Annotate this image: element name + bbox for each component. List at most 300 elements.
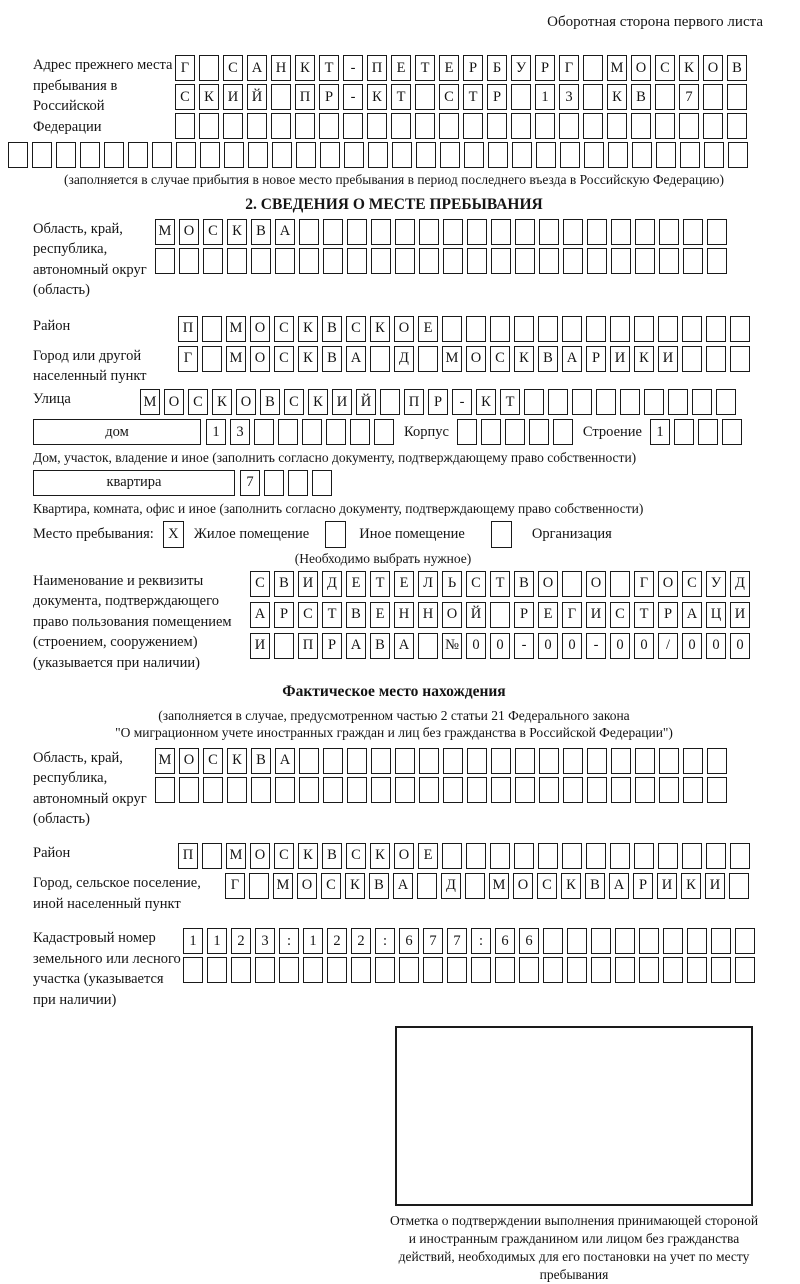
char-cell: Д (441, 873, 461, 899)
char-cell (323, 777, 343, 803)
char-cell (524, 389, 544, 415)
apartment-cells (240, 470, 332, 496)
char-cell (583, 84, 603, 110)
char-cell: К (295, 55, 315, 81)
char-cell: В (346, 602, 366, 628)
char-cell: И (298, 571, 318, 597)
char-cell (583, 113, 603, 139)
char-cell: А (275, 219, 295, 245)
char-cell (271, 84, 291, 110)
char-cell (155, 248, 175, 274)
char-cell (419, 748, 439, 774)
char-cell (511, 84, 531, 110)
char-cell: К (607, 84, 627, 110)
char-cell: Л (418, 571, 438, 597)
char-cell (495, 957, 515, 983)
char-cell (610, 843, 630, 869)
char-cell (682, 316, 702, 342)
char-cell (706, 346, 726, 372)
char-cell: Р (514, 602, 534, 628)
char-cell (439, 113, 459, 139)
char-cell (367, 113, 387, 139)
checkbox-residential-mark: X (168, 526, 179, 543)
char-cell: Й (247, 84, 267, 110)
char-cell (374, 419, 394, 445)
char-cell: Т (415, 55, 435, 81)
char-cell (706, 316, 726, 342)
char-cell: П (298, 633, 318, 659)
char-cell (371, 248, 391, 274)
char-cell: Р (633, 873, 653, 899)
char-cell (611, 248, 631, 274)
document-row-3 (250, 633, 750, 659)
char-cell (202, 843, 222, 869)
char-cell: Т (500, 389, 520, 415)
city-2-label: Город, сельское поселение, иной населенный пункт (33, 874, 201, 912)
char-cell: Р (463, 55, 483, 81)
char-cell (631, 113, 651, 139)
char-cell (296, 142, 316, 168)
char-cell (299, 248, 319, 274)
char-cell: О (658, 571, 678, 597)
char-cell: Е (418, 316, 438, 342)
char-cell (683, 219, 703, 245)
char-cell: О (179, 219, 199, 245)
prev-address-row-1 (175, 55, 747, 81)
char-cell: И (657, 873, 677, 899)
char-cell (323, 248, 343, 274)
char-cell (395, 777, 415, 803)
char-cell (303, 957, 323, 983)
char-cell: Г (175, 55, 195, 81)
char-cell (663, 957, 683, 983)
char-cell: 1 (183, 928, 203, 954)
char-cell (440, 142, 460, 168)
field-document (33, 571, 755, 674)
char-cell (707, 777, 727, 803)
char-cell (639, 957, 659, 983)
char-cell: К (308, 389, 328, 415)
street-row (140, 389, 736, 415)
char-cell: 0 (466, 633, 486, 659)
char-cell (223, 113, 243, 139)
checkbox-other-premises (325, 521, 346, 548)
prev-address-note: (заполняется в случае прибытия в новое место пребывания в период последнего въезда в Российскую Федерацию) (63, 172, 725, 187)
char-cell: 0 (562, 633, 582, 659)
char-cell: 2 (351, 928, 371, 954)
char-cell: Н (271, 55, 291, 81)
char-cell (419, 219, 439, 245)
house-row (33, 419, 755, 445)
char-cell (611, 777, 631, 803)
char-cell: О (236, 389, 256, 415)
char-cell: Н (394, 602, 414, 628)
char-cell (249, 873, 269, 899)
char-cell: О (466, 346, 486, 372)
char-cell: О (394, 843, 414, 869)
char-cell (274, 633, 294, 659)
char-cell: 1 (535, 84, 555, 110)
char-cell: А (609, 873, 629, 899)
char-cell: И (223, 84, 243, 110)
region-row-1 (155, 219, 727, 245)
char-cell: Е (418, 843, 438, 869)
char-cell (251, 777, 271, 803)
korpus-label: Корпус (404, 423, 449, 440)
char-cell: В (727, 55, 747, 81)
char-cell (465, 873, 485, 899)
char-cell (559, 113, 579, 139)
field-cadastre (33, 928, 755, 1010)
char-cell (611, 748, 631, 774)
char-cell (255, 957, 275, 983)
char-cell: М (226, 843, 246, 869)
char-cell: Б (487, 55, 507, 81)
char-cell (312, 470, 332, 496)
char-cell (347, 248, 367, 274)
char-cell: Г (178, 346, 198, 372)
char-cell: С (346, 316, 366, 342)
char-cell (727, 84, 747, 110)
char-cell (583, 55, 603, 81)
char-cell: К (227, 748, 247, 774)
char-cell: М (226, 316, 246, 342)
char-cell (529, 419, 549, 445)
char-cell (683, 248, 703, 274)
char-cell: 0 (610, 633, 630, 659)
char-cell (392, 142, 412, 168)
char-cell: А (346, 633, 366, 659)
char-cell (615, 928, 635, 954)
char-cell (584, 142, 604, 168)
char-cell (711, 928, 731, 954)
char-cell (344, 142, 364, 168)
char-cell: С (274, 346, 294, 372)
char-cell (536, 142, 556, 168)
char-cell (467, 248, 487, 274)
char-cell: Е (439, 55, 459, 81)
char-cell (562, 843, 582, 869)
house-note: Дом, участок, владение и иное (заполнить согласно документу, подтверждающему право собственности) (33, 450, 637, 466)
char-cell (703, 113, 723, 139)
char-cell (399, 957, 419, 983)
korpus-cells (457, 419, 573, 445)
char-cell (706, 843, 726, 869)
char-cell (620, 389, 640, 415)
char-cell (202, 316, 222, 342)
char-cell (707, 248, 727, 274)
char-cell: В (322, 316, 342, 342)
char-cell: А (682, 602, 702, 628)
char-cell (567, 928, 587, 954)
char-cell (419, 248, 439, 274)
char-cell (659, 248, 679, 274)
char-cell: К (476, 389, 496, 415)
char-cell: Т (370, 571, 390, 597)
char-cell: С (188, 389, 208, 415)
char-cell (467, 748, 487, 774)
section2-title: 2. СВЕДЕНИЯ О МЕСТЕ ПРЕБЫВАНИЯ (245, 195, 543, 213)
char-cell: Т (322, 602, 342, 628)
char-cell: К (370, 316, 390, 342)
char-cell: Н (418, 602, 438, 628)
char-cell (203, 777, 223, 803)
char-cell: М (489, 873, 509, 899)
char-cell (200, 142, 220, 168)
char-cell (644, 389, 664, 415)
region-2-row-1 (155, 748, 727, 774)
stamp-area (395, 1026, 755, 1206)
char-cell (391, 113, 411, 139)
char-cell (371, 777, 391, 803)
char-cell (543, 957, 563, 983)
char-cell: - (452, 389, 472, 415)
char-cell: У (706, 571, 726, 597)
cadastre-row-1 (183, 928, 755, 954)
char-cell (491, 777, 511, 803)
char-cell (179, 777, 199, 803)
char-cell (467, 219, 487, 245)
char-cell (299, 777, 319, 803)
char-cell (327, 957, 347, 983)
char-cell (687, 928, 707, 954)
char-cell (279, 957, 299, 983)
checkbox-organization (491, 521, 512, 548)
char-cell (539, 777, 559, 803)
char-cell (490, 316, 510, 342)
char-cell (323, 219, 343, 245)
char-cell (275, 248, 295, 274)
char-cell: А (562, 346, 582, 372)
page-header-note: Оборотная сторона первого листа (547, 14, 763, 30)
document-row-2 (250, 602, 750, 628)
char-cell: М (442, 346, 462, 372)
char-cell: Р (658, 602, 678, 628)
char-cell (443, 748, 463, 774)
char-cell (539, 748, 559, 774)
char-cell: Ь (442, 571, 462, 597)
char-cell (326, 419, 346, 445)
char-cell: В (370, 633, 390, 659)
document-row-1 (250, 571, 750, 597)
char-cell (587, 777, 607, 803)
char-cell: 6 (495, 928, 515, 954)
char-cell (587, 219, 607, 245)
char-cell: А (247, 55, 267, 81)
char-cell (611, 219, 631, 245)
char-cell: В (251, 219, 271, 245)
char-cell: Г (562, 602, 582, 628)
char-cell (703, 84, 723, 110)
field-district-2 (33, 843, 755, 869)
char-cell (488, 142, 508, 168)
field-street (33, 389, 755, 415)
char-cell (539, 248, 559, 274)
char-cell (80, 142, 100, 168)
char-cell (288, 470, 308, 496)
char-cell (419, 777, 439, 803)
char-cell (711, 957, 731, 983)
char-cell (375, 957, 395, 983)
stamp-caption: Отметка о подтверждении выполнения принимающей стороной и иностранным гражданином или лицом без гражданства действий, необходимых для его постановки на учет по месту пребывания (389, 1213, 759, 1282)
char-cell: И (705, 873, 725, 899)
char-cell: Т (391, 84, 411, 110)
char-cell (716, 389, 736, 415)
char-cell: М (140, 389, 160, 415)
district-2-row (178, 843, 750, 869)
char-cell (572, 389, 592, 415)
char-cell (128, 142, 148, 168)
prev-address-label: Адрес прежнего места пребывания в Российской Федерации (33, 57, 173, 135)
char-cell: О (250, 346, 270, 372)
char-cell (418, 633, 438, 659)
char-cell: 6 (399, 928, 419, 954)
char-cell (735, 957, 755, 983)
char-cell (442, 843, 462, 869)
char-cell: О (631, 55, 651, 81)
char-cell: К (227, 219, 247, 245)
char-cell: С (655, 55, 675, 81)
char-cell: 7 (423, 928, 443, 954)
char-cell: С (284, 389, 304, 415)
char-cell (730, 346, 750, 372)
house-box: дом (33, 419, 201, 445)
char-cell: Д (322, 571, 342, 597)
char-cell: Г (225, 873, 245, 899)
char-cell (415, 84, 435, 110)
char-cell: С (203, 219, 223, 245)
char-cell: № (442, 633, 462, 659)
apartment-row (33, 470, 755, 496)
region-row-2 (155, 248, 727, 274)
char-cell (728, 142, 748, 168)
char-cell: В (585, 873, 605, 899)
field-region (33, 219, 755, 301)
char-cell (663, 928, 683, 954)
char-cell: К (199, 84, 219, 110)
stay-type-note: (Необходимо выбрать нужное) (294, 551, 472, 567)
char-cell (610, 316, 630, 342)
char-cell: - (514, 633, 534, 659)
char-cell: А (394, 633, 414, 659)
char-cell (680, 142, 700, 168)
char-cell: 1 (303, 928, 323, 954)
region-2-grid-rows (155, 748, 727, 803)
char-cell: С (346, 843, 366, 869)
char-cell (368, 142, 388, 168)
char-cell: С (274, 843, 294, 869)
char-cell (659, 748, 679, 774)
char-cell (659, 219, 679, 245)
char-cell (674, 419, 694, 445)
char-cell (615, 957, 635, 983)
char-cell (587, 748, 607, 774)
char-cell: Т (319, 55, 339, 81)
char-cell: С (250, 571, 270, 597)
char-cell: Р (586, 346, 606, 372)
char-cell: 3 (255, 928, 275, 954)
char-cell: 1 (206, 419, 226, 445)
house-cells (206, 419, 394, 445)
char-cell: Ц (706, 602, 726, 628)
char-cell (730, 316, 750, 342)
region-grid-rows (155, 219, 727, 274)
char-cell: 7 (240, 470, 260, 496)
char-cell: : (279, 928, 299, 954)
char-cell (514, 843, 534, 869)
char-cell (176, 142, 196, 168)
city-row (178, 346, 750, 372)
char-cell: Е (391, 55, 411, 81)
char-cell (350, 419, 370, 445)
char-cell: К (298, 346, 318, 372)
char-cell (471, 957, 491, 983)
char-cell: 7 (447, 928, 467, 954)
char-cell: С (682, 571, 702, 597)
char-cell (299, 219, 319, 245)
char-cell (683, 777, 703, 803)
char-cell (491, 219, 511, 245)
char-cell: Т (463, 84, 483, 110)
apartment-box: квартира (33, 470, 235, 496)
char-cell: К (367, 84, 387, 110)
char-cell: М (155, 219, 175, 245)
char-cell (380, 389, 400, 415)
char-cell: С (298, 602, 318, 628)
char-cell: В (251, 748, 271, 774)
char-cell (370, 346, 390, 372)
district-label: Район (33, 317, 71, 334)
char-cell (515, 748, 535, 774)
char-cell (227, 777, 247, 803)
char-cell: 2 (327, 928, 347, 954)
char-cell (659, 777, 679, 803)
char-cell (692, 389, 712, 415)
char-cell: Е (394, 571, 414, 597)
char-cell (563, 777, 583, 803)
char-cell: С (203, 748, 223, 774)
char-cell (395, 748, 415, 774)
char-cell (563, 248, 583, 274)
char-cell (347, 777, 367, 803)
char-cell (183, 957, 203, 983)
char-cell: Г (559, 55, 579, 81)
char-cell: Й (466, 602, 486, 628)
prev-address-row-3 (175, 113, 747, 139)
char-cell (543, 928, 563, 954)
char-cell: 0 (634, 633, 654, 659)
char-cell: С (274, 316, 294, 342)
char-cell (491, 748, 511, 774)
char-cell (464, 142, 484, 168)
cadastre-label: Кадастровый номер земельного или лесного участка (указывается при наличии) (33, 930, 181, 1008)
char-cell (679, 113, 699, 139)
char-cell (683, 748, 703, 774)
char-cell: И (332, 389, 352, 415)
char-cell (320, 142, 340, 168)
char-cell: О (703, 55, 723, 81)
char-cell: К (514, 346, 534, 372)
char-cell: И (610, 346, 630, 372)
char-cell: Р (319, 84, 339, 110)
char-cell (155, 777, 175, 803)
char-cell (491, 248, 511, 274)
char-cell (443, 248, 463, 274)
char-cell: Р (535, 55, 555, 81)
char-cell (698, 419, 718, 445)
char-cell: 0 (682, 633, 702, 659)
char-cell: К (681, 873, 701, 899)
